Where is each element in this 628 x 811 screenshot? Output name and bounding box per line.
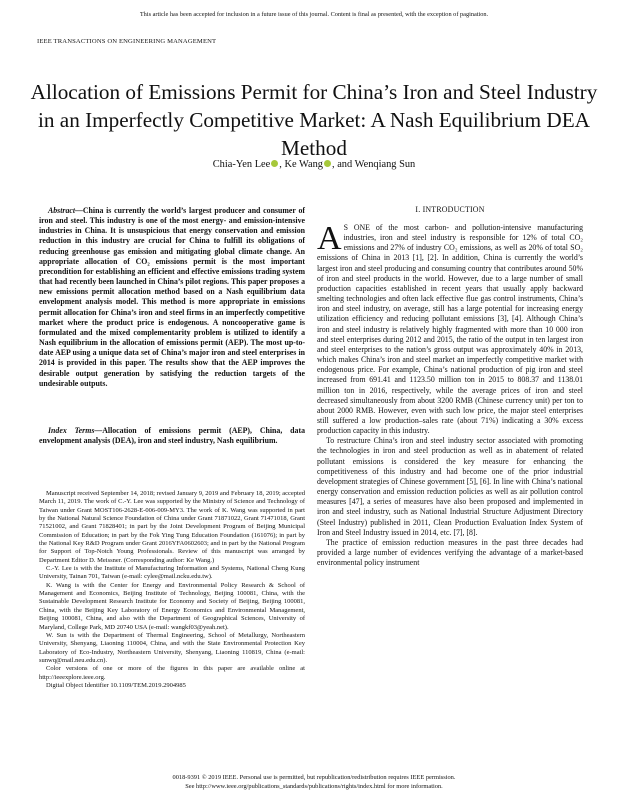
abstract-label: Abstract [48,206,76,215]
index-terms-label: Index Terms [48,426,95,435]
introduction-section [317,205,583,568]
author-lee: Chia-Yen Lee [212,159,271,170]
orcid-icon[interactable] [324,160,331,167]
footnote-wang: K. Wang is with the Center for Energy and Environmental Policy Research & School of Management and Economics, Beijing Institute of Technology, Beijing 100081, China, with the Sustainable Development Research Institute for Economy and Society of Beijing, Beijing 100081, China, with the Beijing Key Laboratory of Energy Economics and Environmental Management, Beijing 100081, China, and also with the Department of Geographical Sciences, University of Maryland, College Park, MD 20740 USA (e-mail: wangkf03@yeah.net). [39,581,305,631]
footnote-manuscript: Manuscript received September 14, 2018; revised January 9, 2019 and February 18, 2019; accepted March 11, 2019. The work of C.-Y. Lee was supported by the Ministry of Science and Technology of Taiwan under Grant MOST106-2628-E-006-009-MY3. The work of K. Wang was supported in part by the National Natural Science Foundation of China under Grant 71871022, Grant 71471018, Grant 71521002, and Grant 71828401; in part by the Joint Development Program of Beijing Municipal Commission of Education; in part by the Fok Ying Tung Education Foundation (161076); in part by the National Key R&D Program under Grant 2016YFA0602603; and in part by the National Program for Support of Top-Notch Young Professionals. Review of this manuscript was arranged by Department Editor D. Meissner. (Corresponding author: Ke Wang.) [39,490,305,564]
abstract [39,206,305,389]
paper-title: Allocation of Emissions Permit for China’s Iron and Steel Industry in an Imperfectly Competitive Market: A Nash Equilibrium DEA Method [30,80,598,161]
journal-name: IEEE TRANSACTIONS ON ENGINEERING MANAGEMENT [37,38,217,45]
abstract-text: —China is currently the world’s largest producer and consumer of iron and steel. This industry is one of the most energy- and emission-intensive industries in China. It is unsuspicious that energy conservation and emission reduction in this industry are crucial for China to fulfill its obligations of reducing greenhouse gas emission and mitigating global climate change. An appropriate allocation of CO₂ emissions permit is the most important precondition for establishing an efficient and effective emissions trading system that had recently been launched in China’s pilot regions. This paper proposes a new emissions permit allocation method based on a Nash equilibrium data envelopment analysis model. This method is more appropriate in emissions permit allocation for China’s iron and steel firms in an imperfectly competitive market where the product price is endogenous. A noncooperative game is formulated and the mixed complementarity problem is utilized to identify a Nash equilibrium in the allocation of emissions permit (AEP). The most up-to-date AEP using a unique data set of China’s major iron and steel enterprises in 2014 is provided in this paper. The results show that the AEP improves the desirable output generation by satisfying the reduction targets of the undesirable outputs. [39,206,305,388]
acceptance-note: This article has been accepted for inclusion in a future issue of this journal. Content is final as presented, with the exception of pagination. [139,11,489,18]
drop-cap: A [317,220,342,257]
author-separator: , [279,159,285,170]
copyright-footer [0,774,628,791]
intro-paragraph-1 [317,220,583,436]
footnote-sun: W. Sun is with the Department of Thermal Engineering, School of Metallurgy, Northeastern University, Shenyang, Liaoning 110004, China, and with the State Environmental Protection Key Laboratory of Eco-Industry, Northeastern University, Shenyang, Liaoning 110819, China (e-mail: sunwq@mail.neu.edu.cn). [39,631,305,664]
footnote-doi: Digital Object Identifier 10.1109/TEM.2019.2904985 [46,681,186,689]
intro-paragraph-1-text: S ONE of the most carbon- and pollution-intensive manufacturing industries, iron and steel industry is responsible for 12% of total CO₂ emissions and 27% of industry CO₂ emissions, as well as 20% of total SO₂ emissions of China in 2013 [1], [2]. In addition, China is currently the world’s largest iron and steel producing and consuming country that contributes around 50% of iron and steel products in the world. However, due to a large number of small production capacities established in recent years that usually apply backward smelting technologies and often lack effective flue gas control instruments, China’s iron and steel industry, on average, still has a large potential for increasing energy utilization efficiency and reducing pollutant emissions [3], [4]. Although China’s iron and steel industry is relatively highly fragmented with more than 10 000 iron and steel enterprises during 2012 and 2015, the ratio of the output in ten largest iron and steel enterprises to the nation’s gross output was approximately 40% in 2013, which makes China’s iron and steel market an imperfectly competitive market with endogenous price. For example, China’s national production of pig iron and steel increased from 691.41 and 1123.50 million ton in 2015 to 808.37 and 1138.01 million ton in 2016, respectively, while the average prices of iron and steel decreased simultaneously from about 3200 RMB (Chinese currency unit) per ton to about 2000 RMB. However, even with such low price, the major steel enterprises still suffered a low production–sales rate (about 71%) indicating a 30% excess production capacity in this industry. [317,223,583,436]
intro-paragraph-3: The practice of emission reduction measures in the past three decades had provided a large number of evidences verifying the advantage of a market-based environmental policy instrument [317,537,583,568]
index-terms-text: —Allocation of emissions permit (AEP), China, data envelopment analysis (DEA), iron and steel industry, Nash equilibrium. [39,426,305,446]
author-sun: Wenqiang Sun [354,159,416,170]
footnote-color: Color versions of one or more of the figures in this paper are available online at http://ieeexplore.ieee.org. [39,665,305,681]
index-terms [39,426,305,446]
author-separator: , and [332,159,355,170]
rights-link-line[interactable]: See http://www.ieee.org/publications_standards/publications/rights/index.html for more information. [185,782,443,790]
author-wang: Ke Wang [284,159,323,170]
orcid-icon[interactable] [271,160,278,167]
section-heading: I. INTRODUCTION [415,205,485,214]
intro-paragraph-2: To restructure China’s iron and steel industry sector associated with promoting the technologies in iron and steel production as well as in abatement of related pollutant emissions is considered the key measure for enhancing the competitiveness of this industry and had become one of the prior industrial development strategies of Chinese government [5], [6]. In line with China’s national energy conservation and emission reduction policies as well as air pollution control measures [47], a series of measures have also been proposed and implemented in iron and steel industry, such as National Industrial Structure Adjustment Directory (Steel Industry) published in 2011, Clean Production Evaluation Index System of Iron and Steel Industry issued in 2014, etc. [7], [8]. [317,436,583,537]
copyright-line: 0018-9391 © 2019 IEEE. Personal use is permitted, but republication/redistribution requires IEEE permission. [172,774,456,781]
author-list [0,158,628,171]
footnote-lee: C.-Y. Lee is with the Institute of Manufacturing Information and Systems, National Cheng Kung University, Tainan 701, Taiwan (e-mail: cylee@mail.ncku.edu.tw). [39,565,305,581]
footnotes [39,490,305,690]
